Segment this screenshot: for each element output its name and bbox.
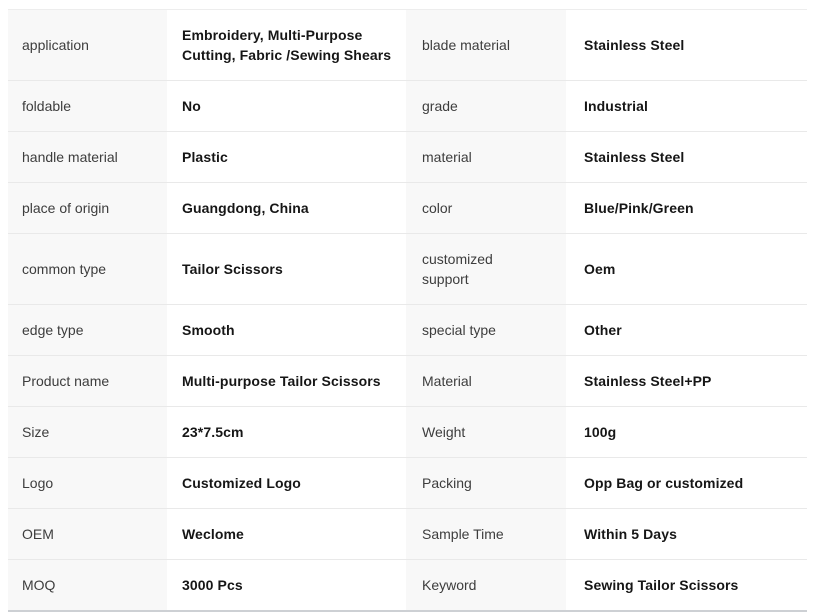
spec-value: Tailor Scissors [167,234,406,304]
spec-value: Weclome [167,509,406,559]
spec-value: Customized Logo [167,458,406,508]
spec-label: handle material [8,132,167,182]
spec-value: 100g [566,407,807,457]
spec-label: Logo [8,458,167,508]
spec-value: Other [566,305,807,355]
spec-value: Stainless Steel [566,132,807,182]
spec-label: material [406,132,566,182]
spec-value: Stainless Steel [566,10,807,80]
table-row [8,356,807,407]
spec-label: common type [8,234,167,304]
spec-label: customized support [406,234,566,304]
table-row [8,407,807,458]
spec-value: Embroidery, Multi-Purpose Cutting, Fabric /Sewing Shears [167,10,406,80]
spec-label: application [8,10,167,80]
spec-label: Sample Time [406,509,566,559]
spec-label: Material [406,356,566,406]
spec-value: Oem [566,234,807,304]
spec-label: MOQ [8,560,167,610]
table-row [8,305,807,356]
table-row [8,132,807,183]
table-row [8,10,807,81]
spec-value: Opp Bag or customized [566,458,807,508]
spec-value: Plastic [167,132,406,182]
spec-value: Within 5 Days [566,509,807,559]
product-spec-table [8,9,807,612]
spec-label: foldable [8,81,167,131]
table-row [8,509,807,560]
table-row [8,234,807,305]
spec-label: Weight [406,407,566,457]
spec-label: Product name [8,356,167,406]
spec-value: Guangdong, China [167,183,406,233]
spec-value: Industrial [566,81,807,131]
spec-value: 23*7.5cm [167,407,406,457]
spec-label: place of origin [8,183,167,233]
table-row [8,183,807,234]
spec-value: Multi-purpose Tailor Scissors [167,356,406,406]
spec-label: grade [406,81,566,131]
spec-value: Sewing Tailor Scissors [566,560,807,610]
table-row [8,81,807,132]
spec-label: Keyword [406,560,566,610]
spec-label: Size [8,407,167,457]
spec-value: No [167,81,406,131]
spec-label: OEM [8,509,167,559]
spec-value: 3000 Pcs [167,560,406,610]
spec-label: color [406,183,566,233]
spec-label: Packing [406,458,566,508]
spec-value: Stainless Steel+PP [566,356,807,406]
spec-value: Smooth [167,305,406,355]
spec-label: edge type [8,305,167,355]
spec-value: Blue/Pink/Green [566,183,807,233]
spec-label: blade material [406,10,566,80]
table-row [8,560,807,610]
table-row [8,458,807,509]
spec-label: special type [406,305,566,355]
